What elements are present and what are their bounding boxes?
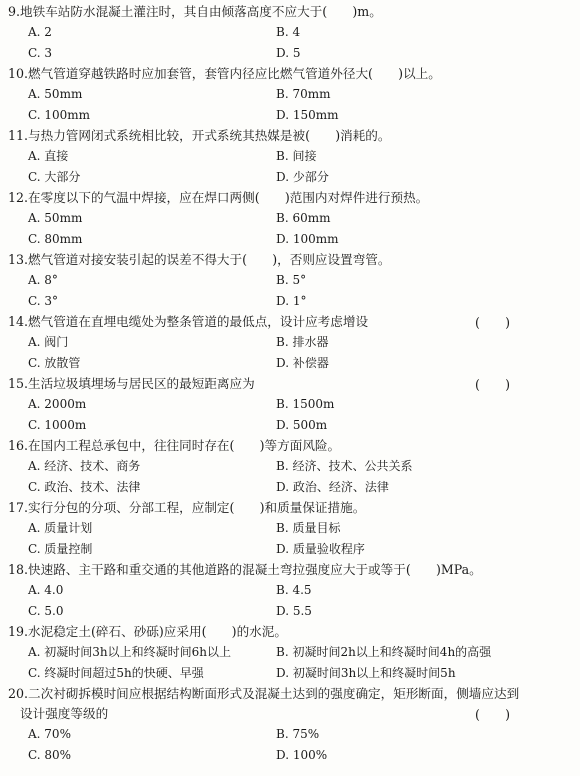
question-12	[8, 188, 568, 250]
question-15	[8, 374, 568, 436]
question-19	[8, 622, 568, 684]
question-stem: 15.生活垃圾填埋场与居民区的最短距离应为	[8, 376, 255, 391]
option-a: A. 4.0	[28, 583, 64, 597]
option-c: C. 3°	[28, 294, 59, 308]
question-10	[8, 64, 568, 126]
option-c: C. 5.0	[28, 604, 64, 618]
option-d: D. 5	[276, 46, 301, 60]
option-d: D. 100mm	[276, 232, 339, 246]
option-b: B. 经济、技术、公共关系	[276, 459, 413, 473]
option-b: B. 5°	[276, 273, 307, 287]
option-b: B. 4	[276, 25, 301, 39]
question-stem: 12.在零度以下的气温中焊接，应在焊口两侧( )范围内对焊件进行预热。	[8, 190, 429, 205]
option-b: B. 排水器	[276, 335, 329, 349]
option-d: D. 少部分	[276, 170, 329, 184]
option-d: D. 补偿器	[276, 356, 329, 370]
question-stem: 18.快速路、主干路和重交通的其他道路的混凝土弯拉强度应大于或等于( )MPa。	[8, 562, 482, 577]
option-a: A. 2	[28, 25, 52, 39]
question-stem: 10.燃气管道穿越铁路时应加套管，套管内径应比燃气管道外径大( )以上。	[8, 66, 441, 81]
option-a: A. 经济、技术、商务	[28, 459, 141, 473]
option-c: C. 终凝时间超过5h的快硬、早强	[28, 666, 204, 680]
option-a: A. 直接	[28, 149, 69, 163]
question-18	[8, 560, 568, 622]
option-d: D. 5.5	[276, 604, 312, 618]
option-d: D. 150mm	[276, 108, 339, 122]
option-b: B. 间接	[276, 149, 317, 163]
answer-blank: ( )	[474, 707, 510, 722]
option-c: C. 80mm	[28, 232, 83, 246]
question-stem: 20.二次衬砌拆模时间应根据结构断面形式及混凝土达到的强度确定，矩形断面，侧墙应达到	[8, 686, 520, 701]
option-a: A. 2000m	[28, 397, 87, 411]
question-stem: 19.水泥稳定土(碎石、砂砾)应采用( )的水泥。	[8, 624, 287, 639]
option-d: D. 初凝时间3h以上和终凝时间5h	[276, 666, 456, 680]
option-d: D. 1°	[276, 294, 307, 308]
option-b: B. 70mm	[276, 87, 331, 101]
option-b: B. 初凝时间2h以上和终凝时间4h的高强	[276, 645, 492, 659]
option-b: B. 75%	[276, 727, 320, 741]
option-a: A. 50mm	[28, 211, 83, 225]
question-stem: 11.与热力管网闭式系统相比较，开式系统其热媒是被( )消耗的。	[8, 128, 391, 143]
question-16	[8, 436, 568, 498]
option-b: B. 60mm	[276, 211, 331, 225]
option-c: C. 80%	[28, 748, 72, 762]
option-c: C. 政治、技术、法律	[28, 480, 141, 494]
question-stem-continued: 设计强度等级的	[20, 706, 109, 721]
option-c: C. 3	[28, 46, 53, 60]
option-d: D. 质量验收程序	[276, 542, 365, 556]
option-c: C. 质量控制	[28, 542, 93, 556]
question-9	[8, 2, 568, 64]
option-a: A. 70%	[28, 727, 71, 741]
option-c: C. 100mm	[28, 108, 91, 122]
option-b: B. 1500m	[276, 397, 335, 411]
question-stem: 9.地铁车站防水混凝土灌注时，其自由倾落高度不应大于( )m。	[8, 4, 382, 19]
option-d: D. 政治、经济、法律	[276, 480, 389, 494]
question-11	[8, 126, 568, 188]
question-stem: 17.实行分包的分项、分部工程，应制定( )和质量保证措施。	[8, 500, 366, 515]
question-stem: 14.燃气管道在直埋电缆处为整条管道的最低点，设计应考虑增设	[8, 314, 369, 329]
option-c: C. 1000m	[28, 418, 87, 432]
option-a: A. 阀门	[28, 335, 69, 349]
question-20	[8, 684, 568, 766]
question-17	[8, 498, 568, 560]
question-stem: 13.燃气管道对接安装引起的误差不得大于( )，否则应设置弯管。	[8, 252, 391, 267]
option-a: A. 质量计划	[28, 521, 93, 535]
option-b: B. 4.5	[276, 583, 312, 597]
option-d: D. 500m	[276, 418, 328, 432]
answer-blank: ( )	[474, 315, 510, 330]
option-a: A. 初凝时间3h以上和终凝时间6h以上	[28, 645, 232, 659]
option-c: C. 放散管	[28, 356, 81, 370]
option-d: D. 100%	[276, 748, 328, 762]
option-a: A. 8°	[28, 273, 58, 287]
option-c: C. 大部分	[28, 170, 81, 184]
question-14	[8, 312, 568, 374]
question-13	[8, 250, 568, 312]
answer-blank: ( )	[474, 377, 510, 392]
option-b: B. 质量目标	[276, 521, 341, 535]
option-a: A. 50mm	[28, 87, 83, 101]
question-stem: 16.在国内工程总承包中，往往同时存在( )等方面风险。	[8, 438, 341, 453]
